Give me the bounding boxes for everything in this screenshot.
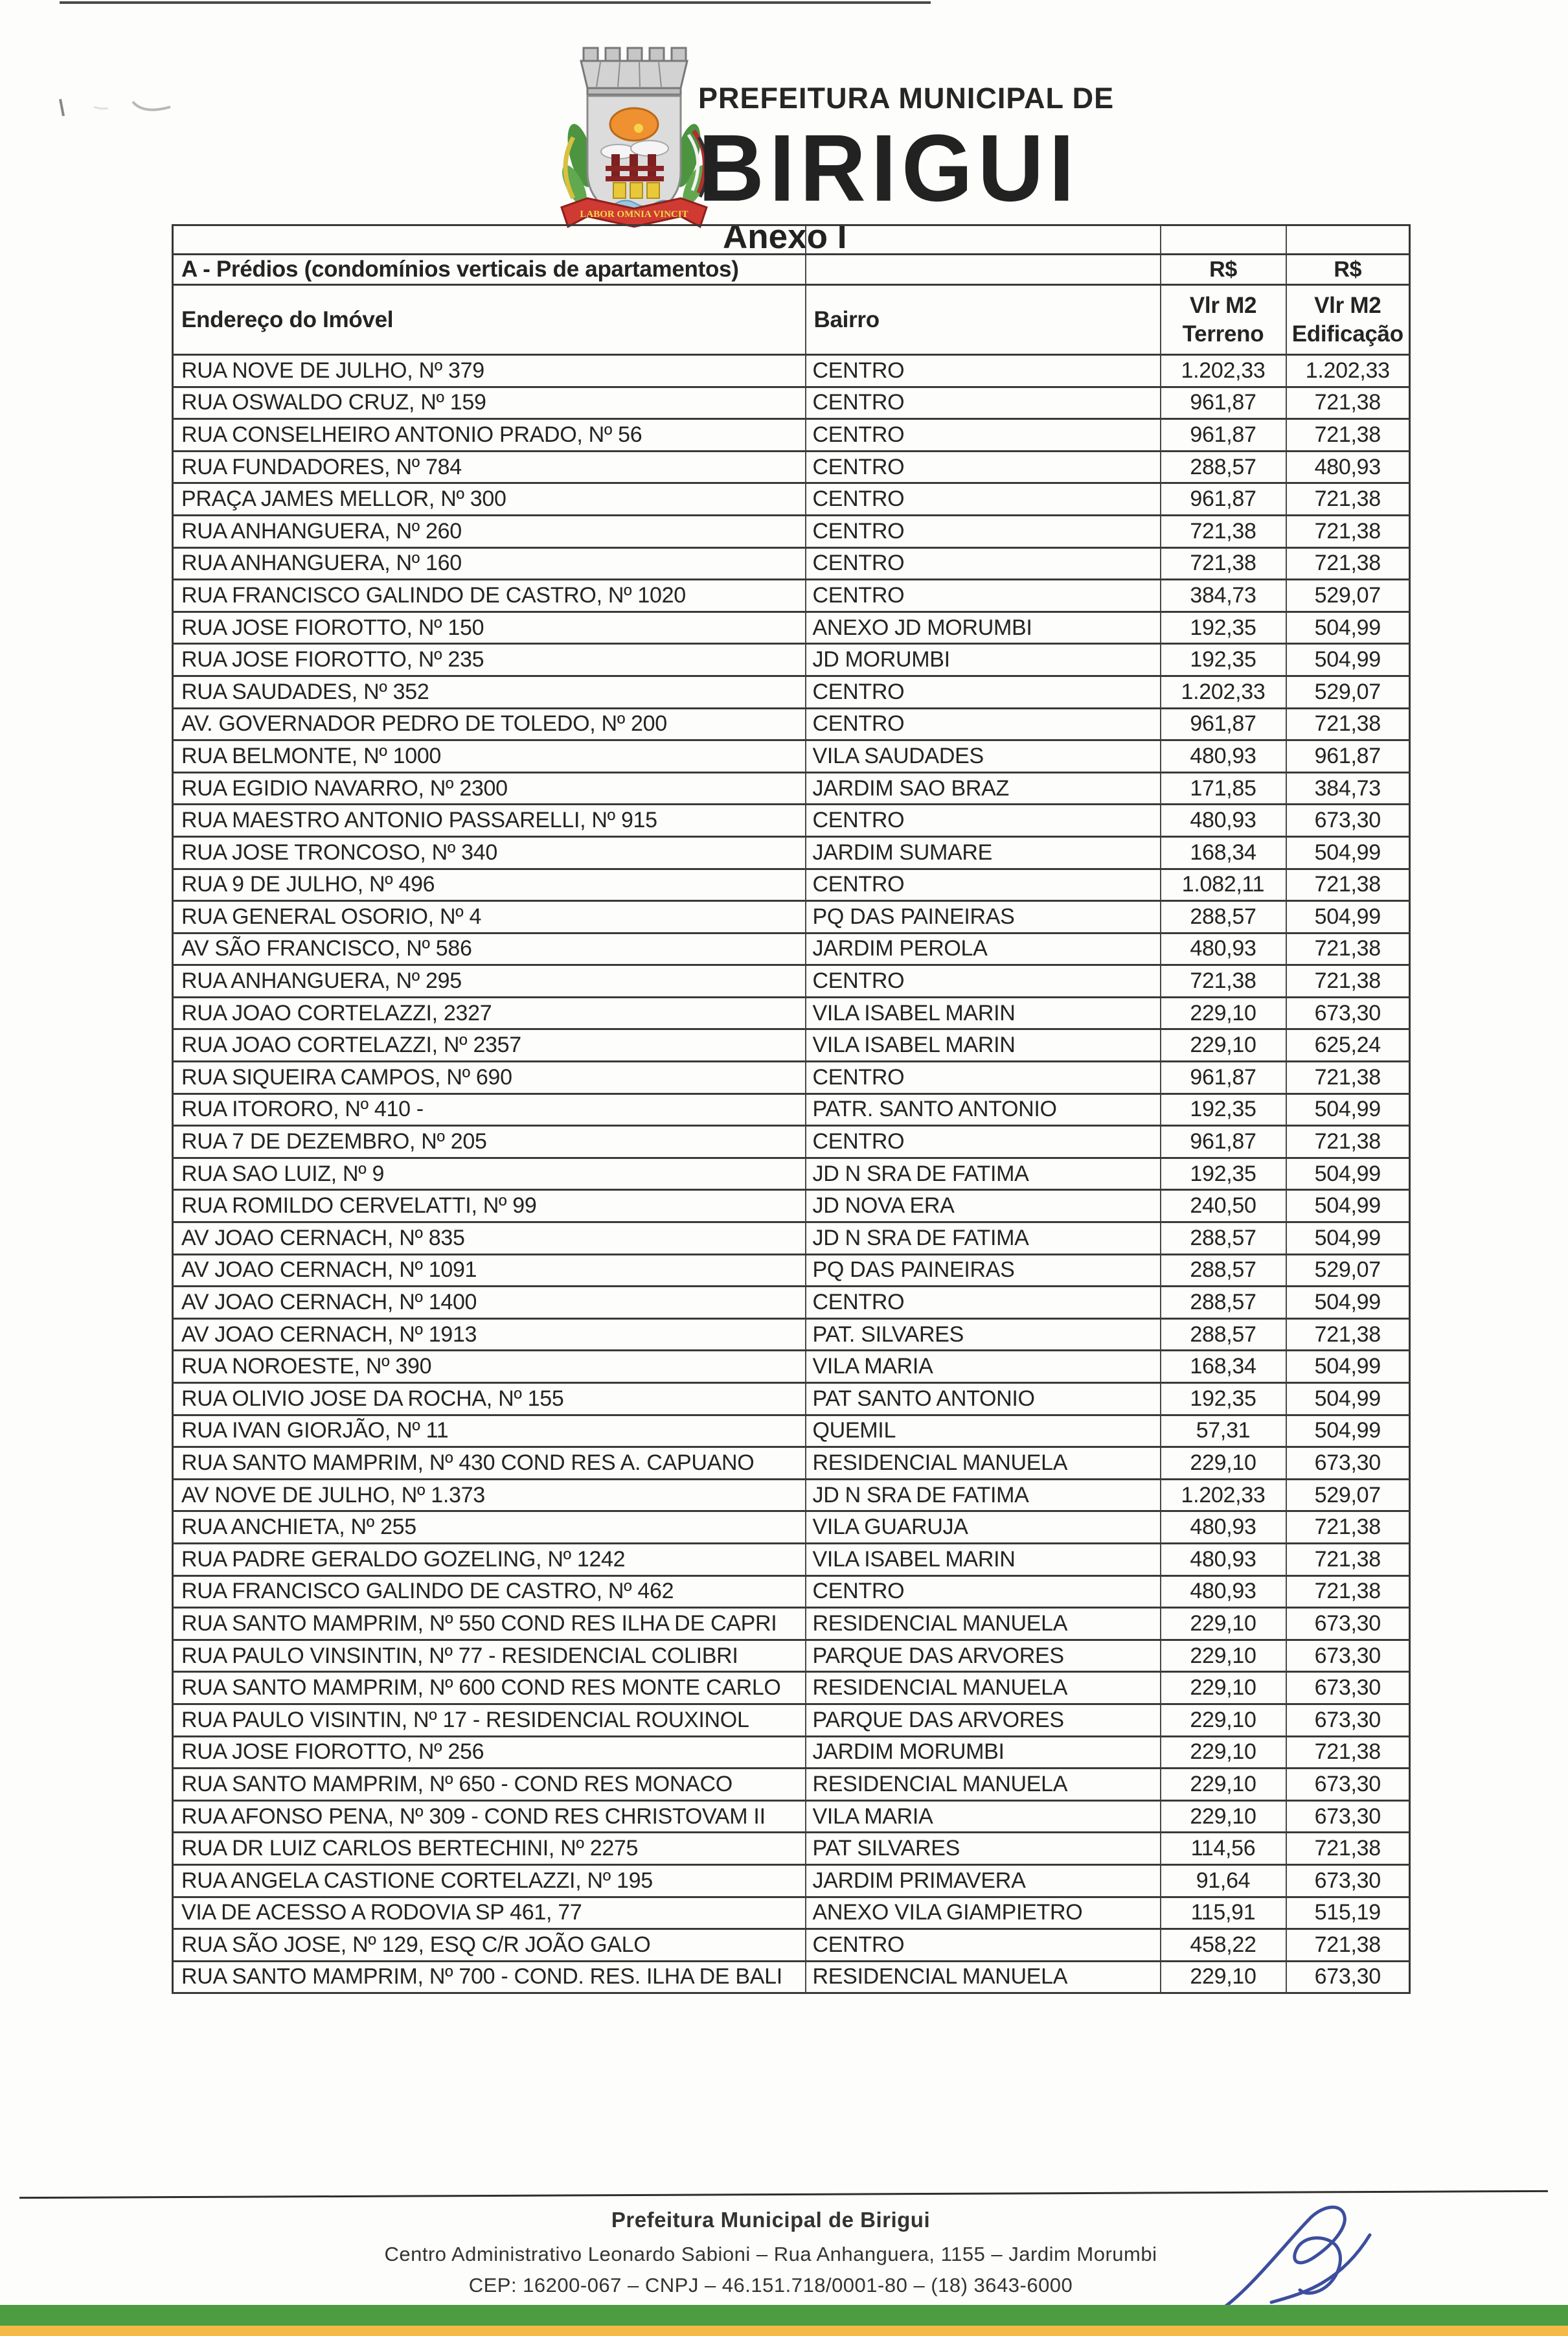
address-cell: RUA OSWALDO CRUZ, Nº 159 <box>173 387 806 419</box>
address-cell: RUA ANHANGUERA, Nº 160 <box>173 547 806 580</box>
table-row <box>173 451 1410 483</box>
edificacao-value-cell: 721,38 <box>1286 1062 1410 1094</box>
terreno-value-cell: 114,56 <box>1161 1833 1286 1865</box>
terreno-value-cell: 480,93 <box>1161 1575 1286 1608</box>
edificacao-value-cell: 673,30 <box>1286 1608 1410 1640</box>
empty-cell <box>1161 225 1286 255</box>
terreno-value-cell: 961,87 <box>1161 419 1286 452</box>
table-row <box>173 1608 1410 1640</box>
table-row <box>173 644 1410 676</box>
edificacao-value-cell: 721,38 <box>1286 1318 1410 1351</box>
address-cell: RUA SANTO MAMPRIM, Nº 550 COND RES ILHA DE CAPRI <box>173 1608 806 1640</box>
section-title: A - Prédios (condomínios verticais de apartamentos) <box>173 255 806 285</box>
terreno-value-cell: 229,10 <box>1161 1961 1286 1993</box>
address-cell: RUA ITORORO, Nº 410 - <box>173 1094 806 1126</box>
bairro-cell: VILA GUARUJA <box>806 1511 1161 1544</box>
table-row <box>173 965 1410 998</box>
edificacao-value-cell: 721,38 <box>1286 1833 1410 1865</box>
address-cell: RUA SANTO MAMPRIM, Nº 430 COND RES A. CAPUANO <box>173 1447 806 1480</box>
terreno-value-cell: 192,35 <box>1161 612 1286 644</box>
terreno-value-cell: 961,87 <box>1161 1126 1286 1158</box>
address-cell: RUA SAUDADES, Nº 352 <box>173 676 806 708</box>
bairro-cell: JD N SRA DE FATIMA <box>806 1222 1161 1255</box>
address-cell: RUA BELMONTE, Nº 1000 <box>173 740 806 773</box>
address-cell: AV SÃO FRANCISCO, Nº 586 <box>173 933 806 965</box>
table-row <box>173 547 1410 580</box>
terreno-value-cell: 288,57 <box>1161 1254 1286 1287</box>
table-row <box>173 612 1410 644</box>
address-cell: RUA SIQUEIRA CAMPOS, Nº 690 <box>173 1062 806 1094</box>
terreno-value-cell: 192,35 <box>1161 1094 1286 1126</box>
terreno-value-cell: 229,10 <box>1161 1608 1286 1640</box>
table-row <box>173 1961 1410 1993</box>
table-row <box>173 805 1410 837</box>
edificacao-value-cell: 721,38 <box>1286 869 1410 901</box>
address-cell: RUA NOROESTE, Nº 390 <box>173 1351 806 1383</box>
edificacao-value-cell: 673,30 <box>1286 997 1410 1029</box>
org-name: PREFEITURA MUNICIPAL DE <box>698 82 1115 115</box>
address-cell: RUA 7 DE DEZEMBRO, Nº 205 <box>173 1126 806 1158</box>
terreno-value-cell: 458,22 <box>1161 1929 1286 1962</box>
bairro-cell: JD N SRA DE FATIMA <box>806 1158 1161 1190</box>
bairro-cell: CENTRO <box>806 1287 1161 1319</box>
bairro-cell: CENTRO <box>806 387 1161 419</box>
address-cell: RUA NOVE DE JULHO, Nº 379 <box>173 355 806 387</box>
address-cell: AV JOAO CERNACH, Nº 1913 <box>173 1318 806 1351</box>
table-row <box>173 1897 1410 1929</box>
bairro-cell: PARQUE DAS ARVORES <box>806 1640 1161 1672</box>
edificacao-value-cell: 721,38 <box>1286 483 1410 516</box>
address-cell: RUA SANTO MAMPRIM, Nº 700 - COND. RES. ILHA DE BALI <box>173 1961 806 1993</box>
bairro-cell: JD MORUMBI <box>806 644 1161 676</box>
edificacao-value-cell: 721,38 <box>1286 387 1410 419</box>
table-row <box>173 1479 1410 1511</box>
empty-cell <box>806 225 1161 255</box>
bairro-cell: CENTRO <box>806 1126 1161 1158</box>
bairro-cell: CENTRO <box>806 547 1161 580</box>
table-row <box>173 515 1410 547</box>
address-cell: RUA SÃO JOSE, Nº 129, ESQ C/R JOÃO GALO <box>173 1929 806 1962</box>
bairro-cell: PATR. SANTO ANTONIO <box>806 1094 1161 1126</box>
footer-contact-info: CEP: 16200-067 – CNPJ – 46.151.718/0001-80 – (18) 3643-6000 <box>468 2274 1073 2296</box>
terreno-value-cell: 1.202,33 <box>1161 355 1286 387</box>
edificacao-value-cell: 504,99 <box>1286 612 1410 644</box>
bairro-cell: JD NOVA ERA <box>806 1190 1161 1222</box>
terreno-value-cell: 229,10 <box>1161 1029 1286 1062</box>
table-row <box>173 580 1410 612</box>
bairro-cell: PQ DAS PAINEIRAS <box>806 901 1161 933</box>
bairro-cell: CENTRO <box>806 580 1161 612</box>
terreno-value-cell: 288,57 <box>1161 901 1286 933</box>
terreno-value-cell: 480,93 <box>1161 740 1286 773</box>
address-cell: RUA JOSE FIOROTTO, Nº 235 <box>173 644 806 676</box>
edificacao-value-cell: 384,73 <box>1286 772 1410 805</box>
address-cell: RUA PAULO VISINTIN, Nº 17 - RESIDENCIAL ROUXINOL <box>173 1704 806 1736</box>
table-row <box>173 869 1410 901</box>
currency-header-edificacao: R$ <box>1286 255 1410 285</box>
table-row <box>173 1383 1410 1415</box>
table-row <box>173 1447 1410 1480</box>
bairro-cell: JARDIM SUMARE <box>806 836 1161 869</box>
bairro-cell: CENTRO <box>806 451 1161 483</box>
table-row <box>173 1640 1410 1672</box>
bairro-cell: JD N SRA DE FATIMA <box>806 1479 1161 1511</box>
table-row <box>173 901 1410 933</box>
bairro-cell: ANEXO JD MORUMBI <box>806 612 1161 644</box>
terreno-value-cell: 288,57 <box>1161 1222 1286 1255</box>
scan-artifact-top-line <box>60 1 931 4</box>
footer-address: Centro Administrativo Leonardo Sabioni – Rua Anhanguera, 1155 – Jardim Morumbi <box>384 2243 1157 2265</box>
edificacao-value-cell: 504,99 <box>1286 1190 1410 1222</box>
terreno-value-cell: 168,34 <box>1161 836 1286 869</box>
edificacao-value-cell: 504,99 <box>1286 1415 1410 1447</box>
city-name: BIRIGUI <box>698 114 1080 221</box>
pen-marks <box>36 87 308 139</box>
terreno-value-cell: 192,35 <box>1161 644 1286 676</box>
bairro-cell: CENTRO <box>806 1929 1161 1962</box>
bairro-cell: PAT. SILVARES <box>806 1318 1161 1351</box>
terreno-value-cell: 288,57 <box>1161 1318 1286 1351</box>
edificacao-value-cell: 480,93 <box>1286 451 1410 483</box>
bairro-cell: JARDIM PEROLA <box>806 933 1161 965</box>
terreno-value-cell: 1.082,11 <box>1161 869 1286 901</box>
edificacao-value-cell: 673,30 <box>1286 1769 1410 1801</box>
bairro-cell: JARDIM MORUMBI <box>806 1736 1161 1769</box>
signature-strokes <box>1214 2207 1370 2314</box>
edificacao-value-cell: 673,30 <box>1286 1672 1410 1704</box>
edificacao-value-cell: 721,38 <box>1286 933 1410 965</box>
address-cell: RUA AFONSO PENA, Nº 309 - COND RES CHRISTOVAM II <box>173 1800 806 1833</box>
address-cell: RUA ANCHIETA, Nº 255 <box>173 1511 806 1544</box>
property-values-table <box>172 224 1409 1994</box>
address-cell: PRAÇA JAMES MELLOR, Nº 300 <box>173 483 806 516</box>
crest-crown <box>581 48 687 95</box>
table-row <box>173 1287 1410 1319</box>
bairro-cell: PAT SANTO ANTONIO <box>806 1383 1161 1415</box>
bairro-cell: VILA MARIA <box>806 1351 1161 1383</box>
column-header-vlr-terreno: Vlr M2 Terreno <box>1161 285 1286 355</box>
address-cell: RUA JOSE FIOROTTO, Nº 256 <box>173 1736 806 1769</box>
table-row <box>173 1543 1410 1575</box>
table-row <box>173 1704 1410 1736</box>
edificacao-value-cell: 504,99 <box>1286 1287 1410 1319</box>
table-row <box>173 1672 1410 1704</box>
bairro-cell: QUEMIL <box>806 1415 1161 1447</box>
edificacao-value-cell: 673,30 <box>1286 1961 1410 1993</box>
edificacao-value-cell: 504,99 <box>1286 644 1410 676</box>
empty-cell <box>806 255 1161 285</box>
terreno-value-cell: 480,93 <box>1161 805 1286 837</box>
address-cell: RUA EGIDIO NAVARRO, Nº 2300 <box>173 772 806 805</box>
bairro-cell: RESIDENCIAL MANUELA <box>806 1961 1161 1993</box>
address-cell: RUA JOAO CORTELAZZI, 2327 <box>173 997 806 1029</box>
address-cell: RUA PADRE GERALDO GOZELING, Nº 1242 <box>173 1543 806 1575</box>
terreno-value-cell: 288,57 <box>1161 1287 1286 1319</box>
bairro-cell: RESIDENCIAL MANUELA <box>806 1672 1161 1704</box>
table-row <box>173 676 1410 708</box>
terreno-value-cell: 961,87 <box>1161 1062 1286 1094</box>
bairro-cell: CENTRO <box>806 1575 1161 1608</box>
bairro-cell: VILA MARIA <box>806 1800 1161 1833</box>
address-cell: RUA CONSELHEIRO ANTONIO PRADO, Nº 56 <box>173 419 806 452</box>
edificacao-value-cell: 721,38 <box>1286 515 1410 547</box>
edificacao-value-cell: 504,99 <box>1286 1222 1410 1255</box>
edificacao-value-cell: 504,99 <box>1286 901 1410 933</box>
address-cell: RUA DR LUIZ CARLOS BERTECHINI, Nº 2275 <box>173 1833 806 1865</box>
table-row <box>173 1094 1410 1126</box>
crest-motto-text: LABOR OMNIA VINCIT <box>580 209 688 220</box>
table-row <box>173 740 1410 773</box>
currency-header-terreno: R$ <box>1161 255 1286 285</box>
address-cell: RUA ANHANGUERA, Nº 295 <box>173 965 806 998</box>
bairro-cell: RESIDENCIAL MANUELA <box>806 1608 1161 1640</box>
terreno-value-cell: 115,91 <box>1161 1897 1286 1929</box>
edificacao-value-cell: 721,38 <box>1286 965 1410 998</box>
terreno-value-cell: 480,93 <box>1161 1511 1286 1544</box>
table-empty-row <box>173 225 1410 255</box>
bairro-cell: PARQUE DAS ARVORES <box>806 1704 1161 1736</box>
footer-band-yellow <box>0 2326 1568 2336</box>
bairro-cell: VILA ISABEL MARIN <box>806 1029 1161 1062</box>
annex-title: Anexo I <box>723 218 847 256</box>
edificacao-value-cell: 721,38 <box>1286 1929 1410 1962</box>
edificacao-value-cell: 721,38 <box>1286 708 1410 740</box>
terreno-value-cell: 1.202,33 <box>1161 676 1286 708</box>
table-row <box>173 419 1410 452</box>
edificacao-value-cell: 673,30 <box>1286 1640 1410 1672</box>
bairro-cell: VILA ISABEL MARIN <box>806 997 1161 1029</box>
edificacao-value-cell: 721,38 <box>1286 419 1410 452</box>
address-cell: RUA JOSE TRONCOSO, Nº 340 <box>173 836 806 869</box>
bairro-cell: PAT SILVARES <box>806 1833 1161 1865</box>
address-cell: AV. GOVERNADOR PEDRO DE TOLEDO, Nº 200 <box>173 708 806 740</box>
address-cell: RUA JOSE FIOROTTO, Nº 150 <box>173 612 806 644</box>
table-row <box>173 1158 1410 1190</box>
edificacao-value-cell: 529,07 <box>1286 580 1410 612</box>
table-row <box>173 1222 1410 1255</box>
table-row <box>173 1769 1410 1801</box>
edificacao-value-cell: 721,38 <box>1286 1511 1410 1544</box>
table-row <box>173 1029 1410 1062</box>
table-row <box>173 1800 1410 1833</box>
terreno-value-cell: 57,31 <box>1161 1415 1286 1447</box>
table-row <box>173 772 1410 805</box>
table-row <box>173 708 1410 740</box>
bairro-cell: CENTRO <box>806 483 1161 516</box>
table-header-row <box>173 285 1410 355</box>
bairro-cell: CENTRO <box>806 515 1161 547</box>
bairro-cell: JARDIM PRIMAVERA <box>806 1864 1161 1897</box>
terreno-value-cell: 480,93 <box>1161 1543 1286 1575</box>
address-cell: RUA SANTO MAMPRIM, Nº 650 - COND RES MONACO <box>173 1769 806 1801</box>
edificacao-value-cell: 504,99 <box>1286 1158 1410 1190</box>
terreno-value-cell: 229,10 <box>1161 1769 1286 1801</box>
address-cell: RUA FUNDADORES, Nº 784 <box>173 451 806 483</box>
terreno-value-cell: 168,34 <box>1161 1351 1286 1383</box>
empty-cell <box>1286 225 1410 255</box>
address-cell: AV NOVE DE JULHO, Nº 1.373 <box>173 1479 806 1511</box>
terreno-value-cell: 192,35 <box>1161 1158 1286 1190</box>
table-row <box>173 836 1410 869</box>
terreno-value-cell: 721,38 <box>1161 515 1286 547</box>
edificacao-value-cell: 961,87 <box>1286 740 1410 773</box>
table-row <box>173 1318 1410 1351</box>
address-cell: RUA PAULO VINSINTIN, Nº 77 - RESIDENCIAL COLIBRI <box>173 1640 806 1672</box>
table-row <box>173 1351 1410 1383</box>
edificacao-value-cell: 721,38 <box>1286 547 1410 580</box>
terreno-value-cell: 192,35 <box>1161 1383 1286 1415</box>
edificacao-value-cell: 1.202,33 <box>1286 355 1410 387</box>
edificacao-value-cell: 504,99 <box>1286 1383 1410 1415</box>
edificacao-value-cell: 673,30 <box>1286 1800 1410 1833</box>
table-row <box>173 1511 1410 1544</box>
address-cell: RUA FRANCISCO GALINDO DE CASTRO, Nº 1020 <box>173 580 806 612</box>
edificacao-value-cell: 673,30 <box>1286 1864 1410 1897</box>
terreno-value-cell: 240,50 <box>1161 1190 1286 1222</box>
handwritten-signature <box>1195 2197 1396 2320</box>
address-cell: RUA ANHANGUERA, Nº 260 <box>173 515 806 547</box>
table-row <box>173 387 1410 419</box>
bairro-cell: CENTRO <box>806 869 1161 901</box>
address-cell: RUA FRANCISCO GALINDO DE CASTRO, Nº 462 <box>173 1575 806 1608</box>
edificacao-value-cell: 504,99 <box>1286 836 1410 869</box>
bairro-cell: CENTRO <box>806 708 1161 740</box>
bairro-cell: RESIDENCIAL MANUELA <box>806 1769 1161 1801</box>
edificacao-value-cell: 673,30 <box>1286 805 1410 837</box>
terreno-value-cell: 961,87 <box>1161 483 1286 516</box>
edificacao-value-cell: 625,24 <box>1286 1029 1410 1062</box>
address-cell: AV JOAO CERNACH, Nº 835 <box>173 1222 806 1255</box>
empty-cell <box>173 225 806 255</box>
bairro-cell: CENTRO <box>806 805 1161 837</box>
address-cell: RUA JOAO CORTELAZZI, Nº 2357 <box>173 1029 806 1062</box>
terreno-value-cell: 229,10 <box>1161 1640 1286 1672</box>
table-row <box>173 997 1410 1029</box>
table-body <box>173 355 1410 1993</box>
bairro-cell: VILA ISABEL MARIN <box>806 1543 1161 1575</box>
terreno-value-cell: 721,38 <box>1161 547 1286 580</box>
terreno-value-cell: 480,93 <box>1161 933 1286 965</box>
footer-band-green <box>0 2305 1568 2326</box>
table-row <box>173 1254 1410 1287</box>
address-cell: RUA ANGELA CASTIONE CORTELAZZI, Nº 195 <box>173 1864 806 1897</box>
address-cell: RUA SANTO MAMPRIM, Nº 600 COND RES MONTE CARLO <box>173 1672 806 1704</box>
address-cell: RUA GENERAL OSORIO, Nº 4 <box>173 901 806 933</box>
municipal-crest <box>547 40 721 235</box>
table-row <box>173 1864 1410 1897</box>
address-cell: RUA ROMILDO CERVELATTI, Nº 99 <box>173 1190 806 1222</box>
terreno-value-cell: 229,10 <box>1161 1704 1286 1736</box>
table-row <box>173 483 1410 516</box>
table-section-row <box>173 255 1410 285</box>
table-row <box>173 1190 1410 1222</box>
bairro-cell: CENTRO <box>806 1062 1161 1094</box>
table-row <box>173 1575 1410 1608</box>
terreno-value-cell: 229,10 <box>1161 997 1286 1029</box>
bairro-cell: PQ DAS PAINEIRAS <box>806 1254 1161 1287</box>
edificacao-value-cell: 721,38 <box>1286 1126 1410 1158</box>
bairro-cell: CENTRO <box>806 419 1161 452</box>
footer-title: Prefeitura Municipal de Birigui <box>611 2208 931 2232</box>
bairro-cell: RESIDENCIAL MANUELA <box>806 1447 1161 1480</box>
table-row <box>173 933 1410 965</box>
terreno-value-cell: 384,73 <box>1161 580 1286 612</box>
table <box>172 224 1411 1994</box>
table-row <box>173 1929 1410 1962</box>
table-row <box>173 1833 1410 1865</box>
address-cell: RUA OLIVIO JOSE DA ROCHA, Nº 155 <box>173 1383 806 1415</box>
table-row <box>173 1415 1410 1447</box>
terreno-value-cell: 229,10 <box>1161 1800 1286 1833</box>
terreno-value-cell: 961,87 <box>1161 387 1286 419</box>
table-row <box>173 355 1410 387</box>
address-cell: VIA DE ACESSO A RODOVIA SP 461, 77 <box>173 1897 806 1929</box>
bairro-cell: CENTRO <box>806 355 1161 387</box>
terreno-value-cell: 288,57 <box>1161 451 1286 483</box>
edificacao-value-cell: 529,07 <box>1286 1254 1410 1287</box>
edificacao-value-cell: 721,38 <box>1286 1543 1410 1575</box>
address-cell: AV JOAO CERNACH, Nº 1400 <box>173 1287 806 1319</box>
edificacao-value-cell: 504,99 <box>1286 1094 1410 1126</box>
edificacao-value-cell: 529,07 <box>1286 1479 1410 1511</box>
column-header-bairro: Bairro <box>806 285 1161 355</box>
bairro-cell: JARDIM SAO BRAZ <box>806 772 1161 805</box>
bairro-cell: CENTRO <box>806 965 1161 998</box>
edificacao-value-cell: 529,07 <box>1286 676 1410 708</box>
terreno-value-cell: 91,64 <box>1161 1864 1286 1897</box>
terreno-value-cell: 721,38 <box>1161 965 1286 998</box>
terreno-value-cell: 961,87 <box>1161 708 1286 740</box>
bairro-cell: CENTRO <box>806 676 1161 708</box>
address-cell: RUA IVAN GIORJÃO, Nº 11 <box>173 1415 806 1447</box>
edificacao-value-cell: 721,38 <box>1286 1736 1410 1769</box>
column-header-vlr-edificacao: Vlr M2 Edificação <box>1286 285 1410 355</box>
address-cell: RUA MAESTRO ANTONIO PASSARELLI, Nº 915 <box>173 805 806 837</box>
terreno-value-cell: 229,10 <box>1161 1736 1286 1769</box>
edificacao-value-cell: 673,30 <box>1286 1447 1410 1480</box>
terreno-value-cell: 229,10 <box>1161 1447 1286 1480</box>
edificacao-value-cell: 515,19 <box>1286 1897 1410 1929</box>
bairro-cell: VILA SAUDADES <box>806 740 1161 773</box>
edificacao-value-cell: 673,30 <box>1286 1704 1410 1736</box>
address-cell: RUA SAO LUIZ, Nº 9 <box>173 1158 806 1190</box>
terreno-value-cell: 1.202,33 <box>1161 1479 1286 1511</box>
edificacao-value-cell: 504,99 <box>1286 1351 1410 1383</box>
table-row <box>173 1126 1410 1158</box>
table-row <box>173 1062 1410 1094</box>
bairro-cell: ANEXO VILA GIAMPIETRO <box>806 1897 1161 1929</box>
edificacao-value-cell: 721,38 <box>1286 1575 1410 1608</box>
column-header-endereco: Endereço do Imóvel <box>173 285 806 355</box>
terreno-value-cell: 229,10 <box>1161 1672 1286 1704</box>
address-cell: RUA 9 DE JULHO, Nº 496 <box>173 869 806 901</box>
address-cell: AV JOAO CERNACH, Nº 1091 <box>173 1254 806 1287</box>
terreno-value-cell: 171,85 <box>1161 772 1286 805</box>
table-row <box>173 1736 1410 1769</box>
